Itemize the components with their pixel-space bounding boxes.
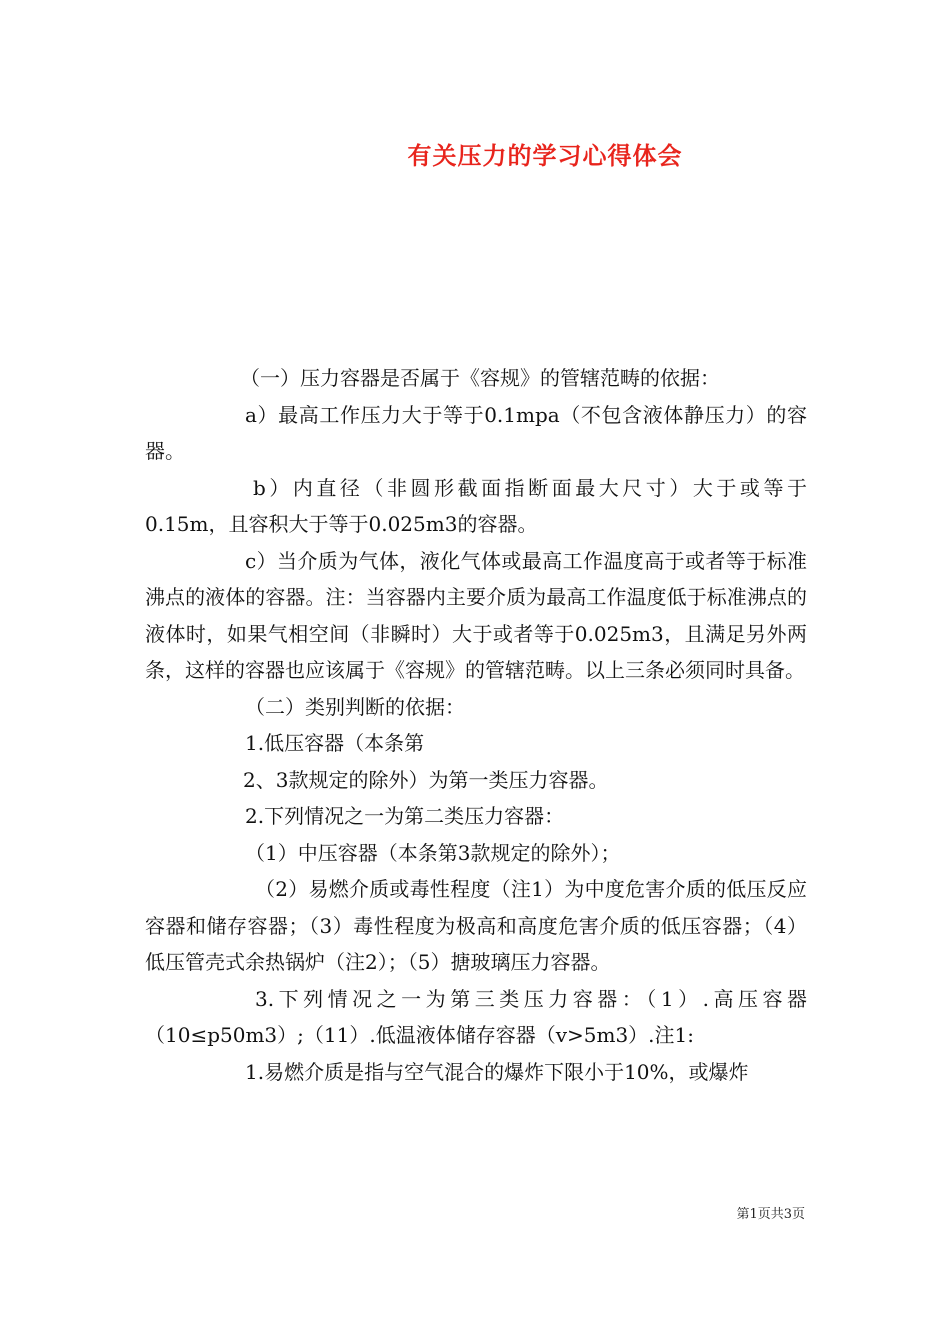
paragraph: 1.低压容器（本条第 [245, 731, 425, 755]
paragraph: a）最高工作压力大于等于0.1mpa（不包含液体静压力）的容器。 [145, 402, 807, 463]
paragraph: 1.易燃介质是指与空气混合的爆炸下限小于10%，或爆炸 [245, 1059, 749, 1084]
page-number: 第1页共3页 [736, 1207, 805, 1222]
paragraph: （二）类别判断的依据： [245, 694, 465, 719]
paragraph: （一）压力容器是否属于《容规》的管辖范畴的依据： [240, 366, 720, 390]
paragraph: c）当介质为气体，液化气体或最高工作温度高于或者等于标准沸点的液体的容器。注：当容器内主要介质为最高工作温度低于标准沸点的液体时，如果气相空间（非瞬时）大于或者等于0.025m3，且满足另外两条，这样的容器也应该属于《容规》的管辖范畴。以上三条必须同时具备。 [145, 548, 807, 682]
paragraph: （1）中压容器（本条第3款规定的除外）； [245, 840, 621, 865]
paragraph: b）内直径（非圆形截面指断面最大尺寸）大于或等于0.15m，且容积大于等于0.025m3的容器。 [145, 475, 807, 536]
document-body [145, 360, 807, 1090]
paragraph: 3.下列情况之一为第三类压力容器：（1）.高压容器（10≤p50m3）;（11）.低温液体储存容器（v>5m3）.注1: [145, 986, 807, 1047]
paragraph: 2、3款规定的除外）为第一类压力容器。 [243, 767, 609, 792]
paragraph: （2）易燃介质或毒性程度（注1）为中度危害介质的低压反应容器和储存容器；（3）毒性程度为极高和高度危害介质的低压容器；（4）低压管壳式余热锅炉（注2）；（5）搪玻璃压力容器。 [145, 877, 807, 974]
paragraph: 2.下列情况之一为第二类压力容器： [245, 804, 565, 828]
document-title: 有关压力的学习心得体会 [407, 141, 683, 170]
